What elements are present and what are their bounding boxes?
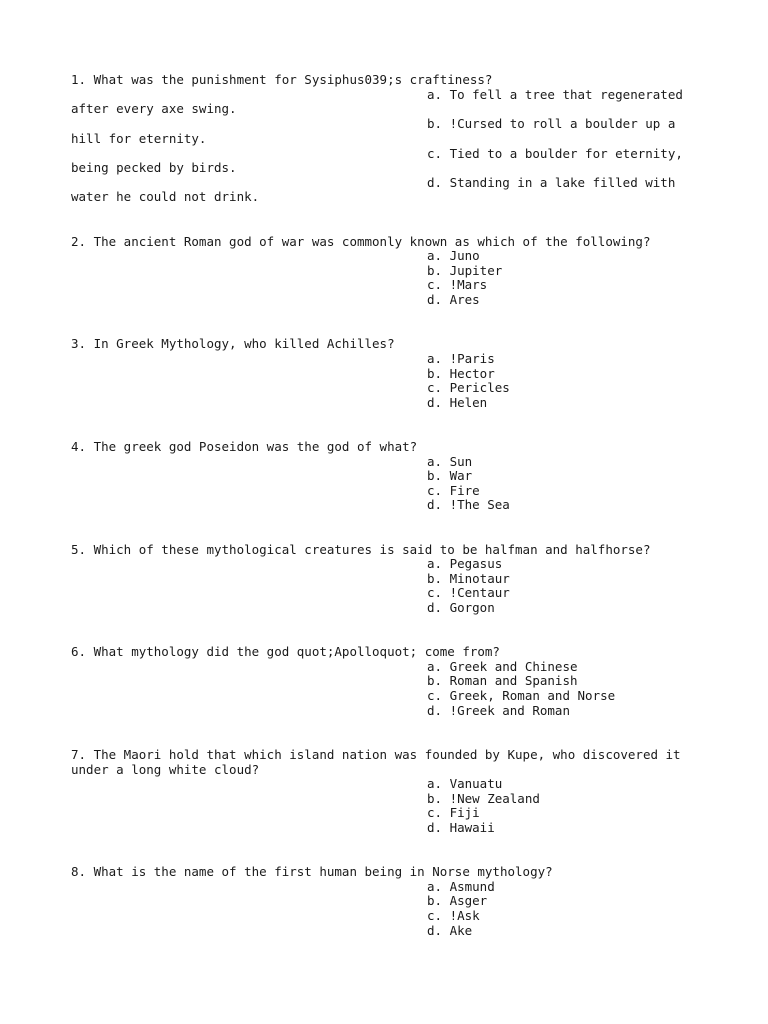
question-6-text: 6. What mythology did the god quot;Apolloquot; come from? xyxy=(71,644,500,659)
question-1-option-d: d. Standing in a lake filled with xyxy=(427,175,676,190)
question-7-option-c: c. Fiji xyxy=(427,805,480,820)
question-3-option-d: d. Helen xyxy=(427,395,488,410)
question-2-option-a: a. Juno xyxy=(427,248,480,263)
question-2-option-c: c. !Mars xyxy=(427,277,488,292)
question-2-option-d: d. Ares xyxy=(427,292,480,307)
question-3-option-b: b. Hector xyxy=(427,366,495,381)
question-3-text: 3. In Greek Mythology, who killed Achilles? xyxy=(71,336,395,351)
question-7-option-a: a. Vanuatu xyxy=(427,776,503,791)
question-8-option-b: b. Asger xyxy=(427,893,488,908)
question-4-text: 4. The greek god Poseidon was the god of what? xyxy=(71,439,418,454)
question-8-option-c: c. !Ask xyxy=(427,908,480,923)
question-7-option-b: b. !New Zealand xyxy=(427,791,540,806)
question-3-option-a: a. !Paris xyxy=(427,351,495,366)
question-5-option-c: c. !Centaur xyxy=(427,585,510,600)
question-7-option-d: d. Hawaii xyxy=(427,820,495,835)
question-5-option-d: d. Gorgon xyxy=(427,600,495,615)
question-4-option-b: b. War xyxy=(427,468,473,483)
question-5-text: 5. Which of these mythological creatures is said to be halfman and halfhorse? xyxy=(71,542,651,557)
question-1-option-d-cont: water he could not drink. xyxy=(71,189,260,204)
question-1-option-a-cont: after every axe swing. xyxy=(71,101,237,116)
question-7-text-cont: under a long white cloud? xyxy=(71,762,260,777)
question-2-option-b: b. Jupiter xyxy=(427,263,503,278)
question-3-option-c: c. Pericles xyxy=(427,380,510,395)
question-7-text: 7. The Maori hold that which island nation was founded by Kupe, who discovered it xyxy=(71,747,681,762)
question-1-option-b: b. !Cursed to roll a boulder up a xyxy=(427,116,676,131)
question-6-option-a: a. Greek and Chinese xyxy=(427,659,578,674)
question-4-option-c: c. Fire xyxy=(427,483,480,498)
question-8-text: 8. What is the name of the first human being in Norse mythology? xyxy=(71,864,553,879)
question-8-option-d: d. Ake xyxy=(427,923,473,938)
question-5-option-a: a. Pegasus xyxy=(427,556,503,571)
question-1-option-a: a. To fell a tree that regenerated xyxy=(427,87,683,102)
question-6-option-b: b. Roman and Spanish xyxy=(427,673,578,688)
question-1-text: 1. What was the punishment for Sysiphus039;s craftiness? xyxy=(71,72,493,87)
question-2-text: 2. The ancient Roman god of war was commonly known as which of the following? xyxy=(71,234,651,249)
question-5-option-b: b. Minotaur xyxy=(427,571,510,586)
question-6-option-d: d. !Greek and Roman xyxy=(427,703,570,718)
question-1-option-c: c. Tied to a boulder for eternity, xyxy=(427,146,683,161)
question-1-option-c-cont: being pecked by birds. xyxy=(71,160,237,175)
question-4-option-a: a. Sun xyxy=(427,454,473,469)
question-4-option-d: d. !The Sea xyxy=(427,497,510,512)
question-6-option-c: c. Greek, Roman and Norse xyxy=(427,688,616,703)
question-8-option-a: a. Asmund xyxy=(427,879,495,894)
question-1-option-b-cont: hill for eternity. xyxy=(71,131,207,146)
